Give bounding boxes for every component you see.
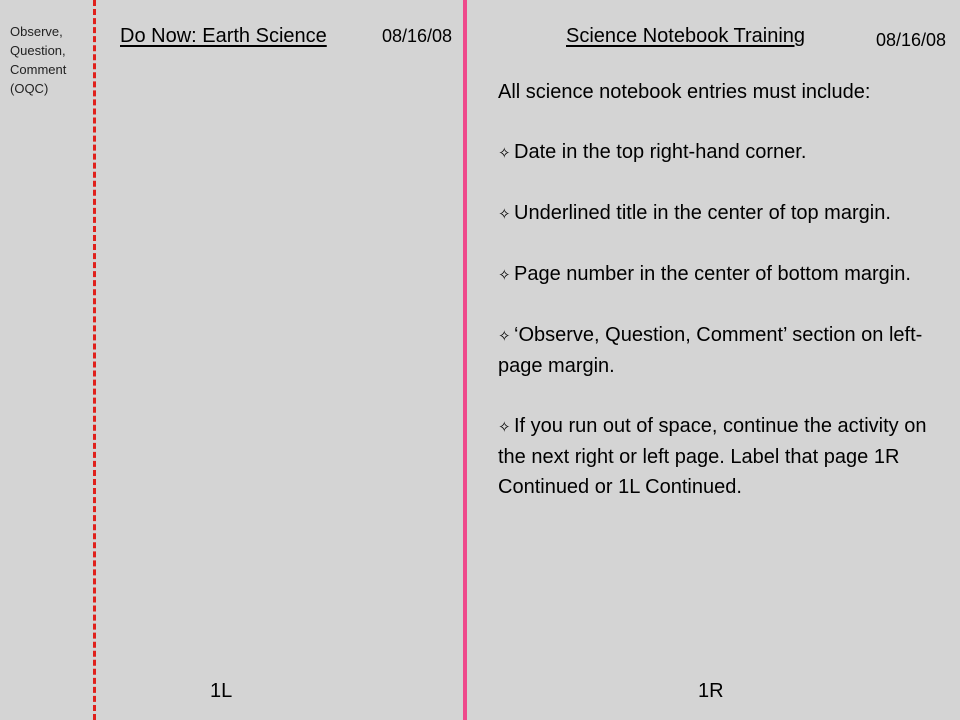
rule-text: Date in the top right-hand corner.: [514, 141, 807, 163]
page-divider-line: [463, 0, 467, 720]
rule-item: [498, 411, 938, 502]
left-margin-dashed-line: [93, 0, 96, 720]
star-bullet-icon: ✧: [498, 266, 511, 284]
oqc-margin-label: [10, 22, 92, 98]
oqc-line: (OQC): [10, 81, 49, 96]
oqc-line: Comment: [10, 62, 67, 77]
right-page-number: 1R: [698, 680, 724, 702]
right-page-title: Science Notebook Training: [566, 25, 806, 47]
rule-item: [498, 198, 938, 229]
rule-item: [498, 259, 938, 290]
rule-item: [498, 137, 938, 168]
star-bullet-icon: ✧: [498, 205, 511, 223]
star-bullet-icon: ✧: [498, 418, 511, 436]
rule-text: If you run out of space, continue the activity on the next right or left page. Label that page 1R Continued or 1L Continued.: [498, 415, 927, 498]
rule-text: Page number in the center of bottom margin.: [514, 263, 911, 285]
rule-text: ‘Observe, Question, Comment’ section on left-page margin.: [498, 324, 923, 377]
left-page-date: 08/16/08: [382, 26, 453, 46]
rule-item: [498, 320, 938, 381]
rules-intro: All science notebook entries must include:: [498, 81, 871, 103]
star-bullet-icon: ✧: [498, 144, 511, 162]
right-page-date: 08/16/08: [876, 30, 947, 50]
oqc-line: Observe,: [10, 24, 63, 39]
left-page-number: 1L: [210, 680, 233, 702]
rule-text: Underlined title in the center of top margin.: [514, 202, 891, 224]
notebook-rules: [498, 77, 938, 532]
left-page-title: Do Now: Earth Science: [120, 25, 327, 47]
oqc-line: Question,: [10, 43, 66, 58]
star-bullet-icon: ✧: [498, 327, 511, 345]
